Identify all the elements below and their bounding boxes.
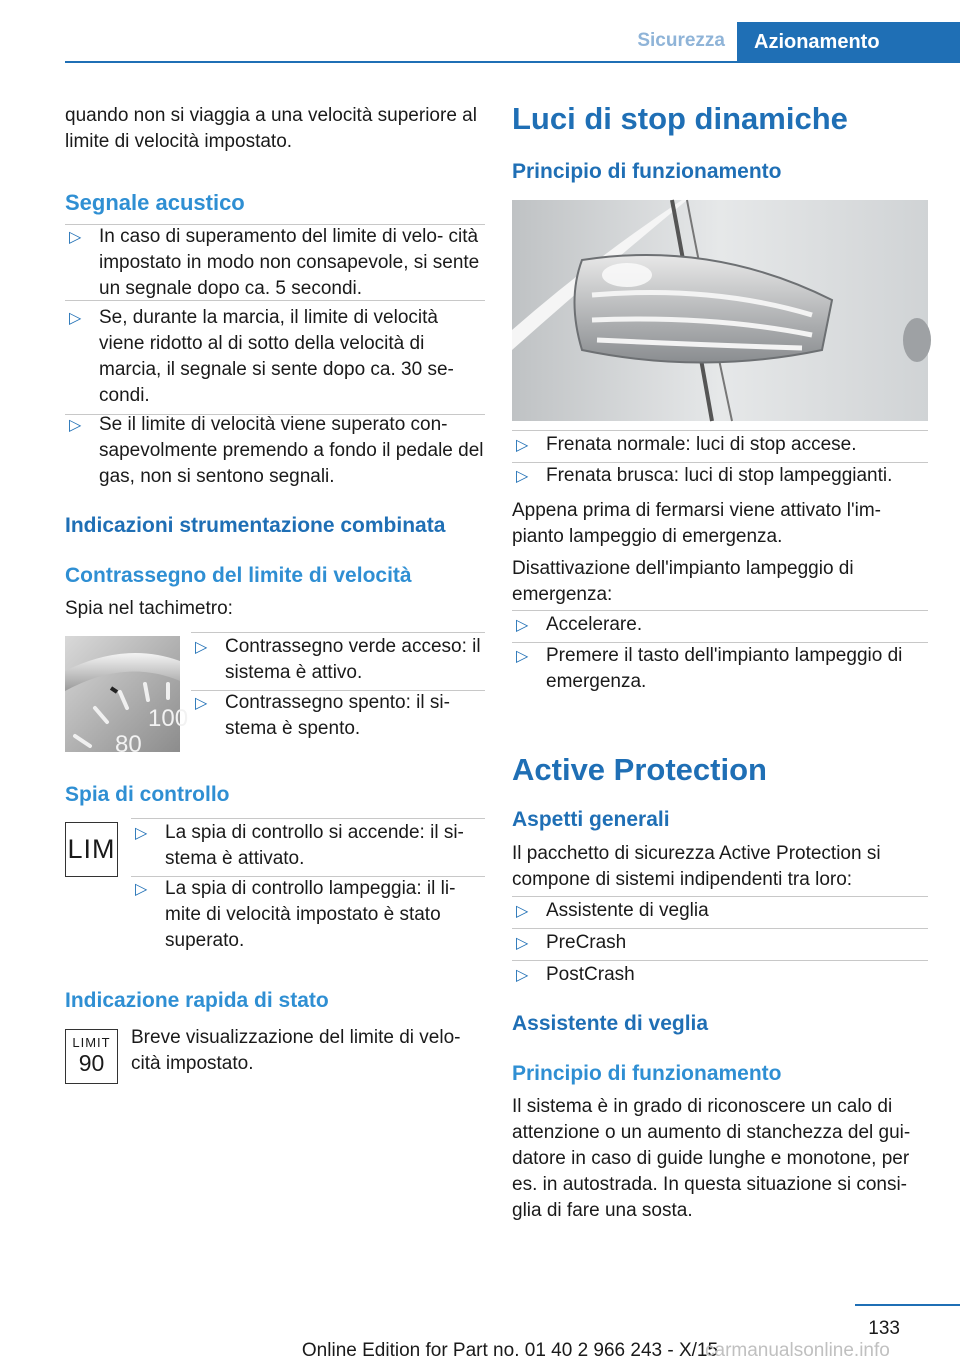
aspetti-list [512,898,928,924]
segnale-heading: Segnale acustico [65,190,245,215]
divider [512,896,928,897]
divider [512,610,928,611]
triangle-bullet-icon: ▷ [516,967,529,984]
divider [512,960,928,961]
disattivazione-list-2 [512,643,928,695]
principio-heading-2: Principio di funzionamento [512,1062,782,1085]
triangle-bullet-icon: ▷ [195,639,208,656]
footer-edition: Online Edition for Part no. 01 40 2 966 243 - X/15 [301,1340,719,1361]
luci-list [512,432,928,458]
rapida-paragraph: Breve visualizzazione del limite di velo‐ cità impostato. [131,1027,461,1074]
contrassegno-list-2 [191,690,485,742]
triangle-bullet-icon: ▷ [516,903,529,920]
triangle-bullet-icon: ▷ [516,617,529,634]
active-protection-title: Active Protection [512,752,767,787]
spia-controllo-heading: Spia di controllo [65,783,230,806]
list-item: ▷ Se il limite di velocità viene superato con‐ sapevolmente premendo a fondo il pedale del gas, non si sentono segnali. [69,414,484,487]
contrassegno-list [191,634,485,686]
segnale-list-2 [65,305,485,409]
speedometer-image [65,636,189,758]
aspetti-paragraph: Il pacchetto di sicurezza Active Protection si compone di sistemi indipendenti tra loro: [512,843,881,890]
spia-tachimetro-label: Spia nel tachimetro: [65,598,233,619]
assistente-paragraph: Il sistema è in grado di riconoscere un calo di attenzione o un aumento di stanchezza del gui‐ datore in caso di guide lunghe e monotone, per es. in autostrada. In questa situazione si consi‐ glia di fare una sosta. [512,1096,911,1221]
segnale-list [65,224,485,302]
triangle-bullet-icon: ▷ [135,825,148,842]
divider [65,300,485,301]
triangle-bullet-icon: ▷ [135,881,148,898]
list-item: ▷ La spia di controllo si accende: il si‐ stema è attivato. [135,822,464,869]
gauge-number-100: 100 [148,705,189,732]
header-rule [65,61,960,63]
list-item: ▷ Premere il tasto dell'impianto lampeggio di emergenza. [516,645,903,692]
header-chapter-tab: Azionamento [737,22,960,61]
divider [191,632,485,633]
divider [512,928,928,929]
luci-list-2 [512,463,928,489]
list-item: ▷ PreCrash [512,930,928,956]
spia-list-2 [131,876,485,954]
triangle-bullet-icon: ▷ [195,695,208,712]
principio-heading: Principio di funzionamento [512,160,782,183]
rapida-heading: Indicazione rapida di stato [65,989,329,1012]
limit-90-icon [65,1029,118,1084]
triangle-bullet-icon: ▷ [516,648,529,665]
divider [131,818,485,819]
divider [512,430,928,431]
limit-icon-value: 90 [78,1050,105,1076]
aspetti-list-3 [512,962,928,988]
disattivazione-list [512,612,928,638]
aspetti-list-2 [512,930,928,956]
list-item: ▷ Se, durante la marcia, il limite di velocità viene ridotto al di sotto della velocità di marcia, il segnale si sente dopo ca. 30 se‐ condi. [69,307,454,406]
triangle-bullet-icon: ▷ [516,468,529,485]
contrassegno-heading: Contrassegno del limite di velocità [65,564,412,587]
list-item: ▷ Assistente di veglia [512,898,928,924]
triangle-bullet-icon: ▷ [69,310,82,327]
triangle-bullet-icon: ▷ [516,935,529,952]
list-item: ▷ Contrassegno spento: il si‐ stema è spento. [195,692,450,739]
indicazioni-heading: Indicazioni strumentazione combinata [65,514,446,537]
triangle-bullet-icon: ▷ [69,417,82,434]
limit-icon-label: LIMIT [72,1035,111,1050]
list-item: ▷ Frenata brusca: luci di stop lampeggianti. [512,463,928,489]
triangle-bullet-icon: ▷ [516,437,529,454]
gauge-number-80: 80 [115,731,142,758]
list-item: ▷ Accelerare. [512,612,928,638]
list-item: ▷ Frenata normale: luci di stop accese. [512,432,928,458]
luci-paragraph-2: Disattivazione dell'impianto lampeggio di emergenza: [512,558,854,605]
list-item: ▷ Contrassegno verde acceso: il sistema è attivo. [195,636,481,683]
list-item: ▷ In caso di superamento del limite di velo‐ cità impostato in modo non consapevole, si sente un segnale dopo ca. 5 secondi. [69,226,480,299]
spia-list [131,820,485,872]
watermark: carmanualsonline.info [705,1340,890,1361]
tail-light-image [512,200,928,421]
page-number: 133 [868,1318,900,1339]
header-section-label: Sicurezza [637,30,725,51]
assistente-heading: Assistente di veglia [512,1012,709,1035]
list-item: ▷ La spia di controllo lampeggia: il li‐ mite di velocità impostato è stato superato. [135,878,456,951]
intro-paragraph: quando non si viaggia a una velocità superiore al limite di velocità impostato. [65,105,477,152]
footer-rule [855,1304,960,1306]
aspetti-heading: Aspetti generali [512,808,670,831]
luci-paragraph-1: Appena prima di fermarsi viene attivato l'im‐ pianto lampeggio di emergenza. [512,500,881,547]
lim-indicator-icon: LIM [65,822,118,877]
luci-stop-title: Luci di stop dinamiche [512,101,848,136]
segnale-list-3 [65,412,485,490]
list-item: ▷ PostCrash [512,962,928,988]
triangle-bullet-icon: ▷ [69,229,82,246]
